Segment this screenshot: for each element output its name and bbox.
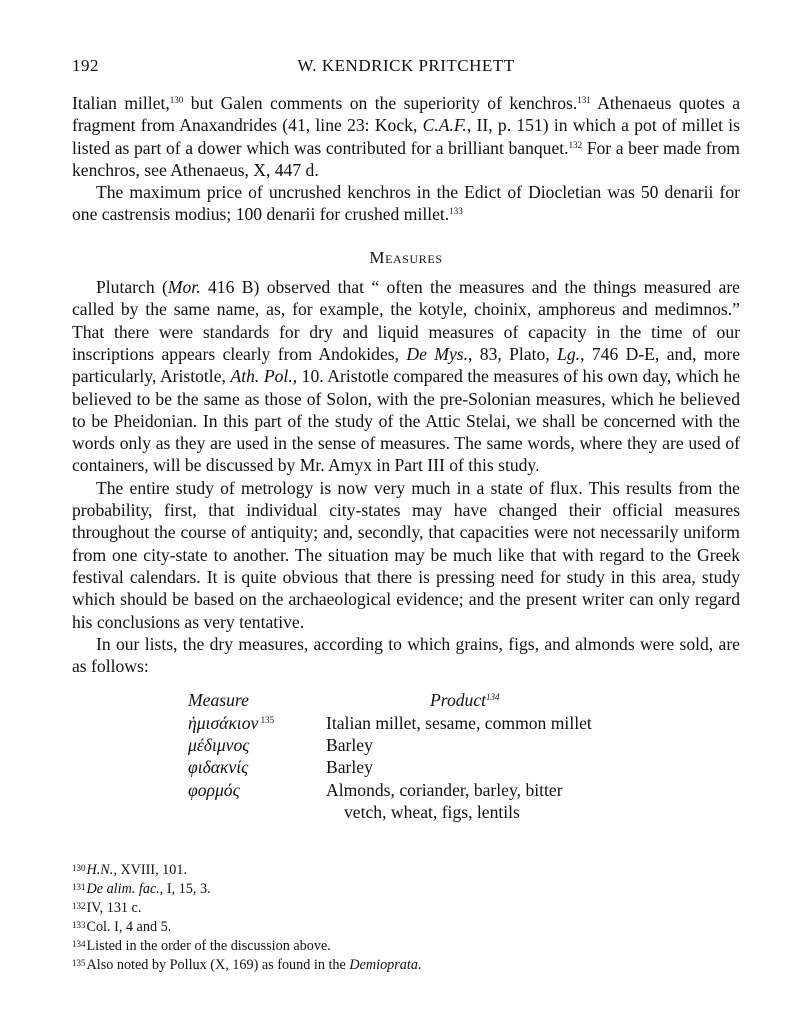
footnote <box>72 936 740 955</box>
column-header-product <box>326 689 626 711</box>
measure-cell <box>188 734 326 756</box>
italic-text: Demioprata <box>349 957 418 973</box>
footnotes <box>72 860 740 974</box>
paragraph <box>72 276 740 477</box>
measure-cell <box>188 712 326 734</box>
footnote-ref: 132 <box>568 139 583 150</box>
greek-measure-term: ἡμισάκιον <box>188 712 259 733</box>
product-text: Barley <box>326 757 373 778</box>
text-run: , I, 15, 3. <box>159 881 211 897</box>
text-run: Athenaeus quotes a fragment from Anaxandrides (41, line 23: Kock, <box>72 93 741 136</box>
footnote <box>72 879 740 898</box>
greek-measure-term: φορμός <box>188 779 240 800</box>
italic-text: H.N. <box>86 862 114 878</box>
italic-text: Mor. <box>167 277 201 298</box>
footnote-number: 134 <box>72 939 86 949</box>
italic-text: De Mys. <box>406 343 469 364</box>
footnote <box>72 917 740 936</box>
footnote-number: 133 <box>72 920 86 930</box>
italic-text: C.A.F. <box>422 115 467 136</box>
product-text: Almonds, coriander, barley, bitter <box>326 779 563 800</box>
table-row <box>188 756 740 778</box>
product-text: Barley <box>326 735 373 756</box>
text-run: 416 B) observed that “ often the measures and the things measured are called by the same name, as, for example, the kotyle, choinix, amphoreus and medimnos.” That there were standards for dry and liquid measures of capacity in the time of our inscriptions appears clearly from Andokides, <box>72 277 740 364</box>
column-header-product-label: Product <box>430 690 487 711</box>
text-run: The entire study of metrology is now very much in a state of flux. This results from the probability, first, that individual city-states may have changed their official measures throughout the course of antiquity; and, secondly, that capacities were not necessarily uniform from one city-state to another. The situation may be much like that with regard to the Greek festival calendars. It is quite obvious that there is pressing need for study in this area, study which should be based on the archaeological evidence; and the present writer can only regard his conclusions as very tentative. <box>72 477 740 632</box>
footnote <box>72 955 740 974</box>
text-run: , 83, Plato, <box>468 343 558 364</box>
page-number: 192 <box>72 56 99 75</box>
footnote <box>72 898 740 917</box>
table-row <box>188 712 740 734</box>
text-run: Listed in the order of the discussion above. <box>86 938 331 954</box>
product-cell <box>326 712 626 734</box>
footnote-ref: 133 <box>449 206 463 217</box>
text-run: The maximum price of uncrushed kenchros in the Edict of Diocletian was 50 denarii for one castrensis modius; 100 denarii for crushed millet. <box>72 182 740 225</box>
italic-text: Lg. <box>557 343 581 364</box>
footnote-ref: 130 <box>169 95 184 105</box>
text-run: , II, p. 151) in which a pot of millet is listed as part of a dower which was contributed for a brilliant banquet. <box>72 115 741 158</box>
paragraph <box>72 92 740 181</box>
product-cell <box>326 779 626 824</box>
measure-cell <box>188 756 326 778</box>
table-row <box>188 734 740 756</box>
greek-measure-term: φιδακνίς <box>188 757 249 778</box>
text-run: , XVIII, 101. <box>113 862 187 878</box>
footnote-ref: 131 <box>577 95 591 105</box>
product-text: Italian millet, sesame, common millet <box>326 712 592 733</box>
footnote-number: 135 <box>72 958 86 968</box>
running-head <box>72 56 740 80</box>
italic-text: Ath. Pol. <box>230 366 293 387</box>
text-run: , 746 D-E, and, more particularly, Aristotle, <box>72 343 741 387</box>
paragraph <box>72 181 740 226</box>
product-text-continued: vetch, wheat, figs, lentils <box>344 801 520 822</box>
product-cell <box>326 756 626 778</box>
measure-cell <box>188 779 326 824</box>
table-header-row <box>188 689 740 711</box>
footnote-number: 130 <box>72 863 86 873</box>
greek-measure-term: μέδιμνος <box>188 735 250 756</box>
text-run: but Galen comments on the superiority of kenchros. <box>183 93 578 113</box>
text-run: Col. I, 4 and 5. <box>86 919 172 935</box>
paragraph <box>72 477 740 633</box>
text-run: Plutarch ( <box>96 277 168 298</box>
text-run: In our lists, the dry measures, according to which grains, figs, and almonds were sold, are as follows: <box>72 633 740 677</box>
text-run: For a beer made from kenchros, see Athenaeus, X, 447 d. <box>72 137 740 180</box>
text-run: , 10. Aristotle compared the measures of his own day, which he believed to be the same as those of Solon, with the pre-Solonian measures, which he believed to be Pheidonian. In this part of the study of the Attic Stelai, we shall be concerned with the words only as they are used in the sense of measures. The same words, where they are used of containers, will be discussed by Mr. Amyx in Part III of this study. <box>72 366 741 476</box>
paragraph <box>72 633 740 678</box>
body-text <box>72 92 740 677</box>
footnote-number: 131 <box>72 882 86 892</box>
running-title: W. KENDRICK PRITCHETT <box>297 56 515 75</box>
footnote <box>72 860 740 879</box>
page <box>72 56 740 823</box>
text-run: Also noted by Pollux (X, 169) as found in the <box>86 957 350 973</box>
measures-table <box>188 689 740 823</box>
text-run: Italian millet, <box>72 93 170 113</box>
product-cell <box>326 734 626 756</box>
footnote-number: 132 <box>72 901 86 911</box>
footnote-ref: 134 <box>486 692 500 703</box>
text-run: IV, 131 c. <box>86 900 142 916</box>
section-heading: Measures <box>369 247 443 267</box>
table-row <box>188 779 740 824</box>
column-header-measure: Measure <box>188 690 249 711</box>
footnote-ref: 135 <box>258 714 275 725</box>
text-run: . <box>417 957 422 973</box>
italic-text: De alim. fac. <box>86 881 160 897</box>
